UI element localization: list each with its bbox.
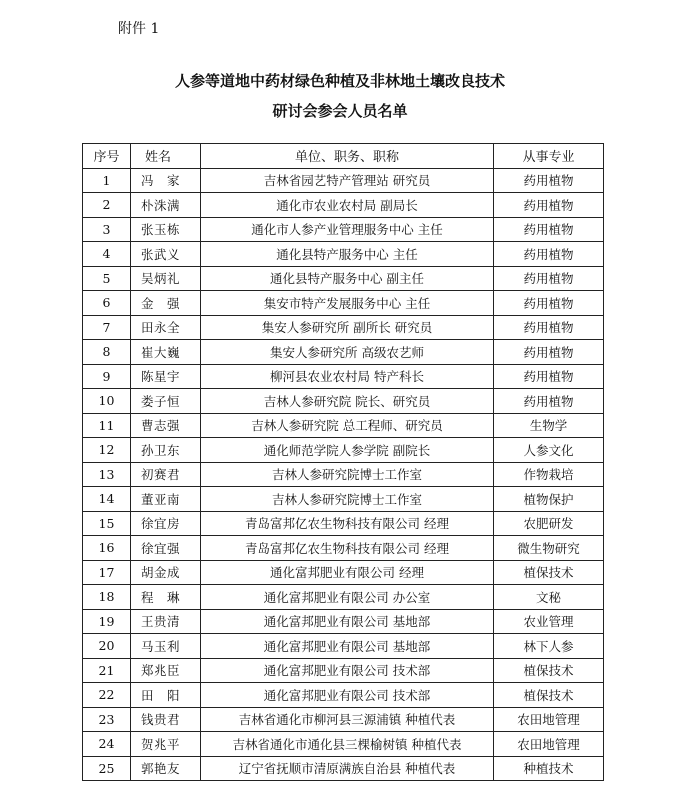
attendee-specialty: 药用植物 bbox=[494, 266, 604, 291]
attendee-specialty: 植保技术 bbox=[494, 683, 604, 708]
attendee-affiliation: 通化县特产服务中心 主任 bbox=[201, 242, 494, 267]
attendee-specialty: 微生物研究 bbox=[494, 536, 604, 561]
attendee-specialty: 药用植物 bbox=[494, 340, 604, 365]
table-row bbox=[83, 291, 604, 316]
attendee-specialty: 种植技术 bbox=[494, 756, 604, 781]
attachment-label: 附件 1 bbox=[118, 21, 160, 37]
attendee-specialty: 药用植物 bbox=[494, 217, 604, 242]
attendee-specialty: 植保技术 bbox=[494, 658, 604, 683]
attendee-specialty: 药用植物 bbox=[494, 315, 604, 340]
row-index: 6 bbox=[83, 291, 131, 316]
attendee-name: 初赛君 bbox=[131, 462, 201, 487]
attendee-affiliation: 吉林省通化市柳河县三源浦镇 种植代表 bbox=[201, 707, 494, 732]
table-row bbox=[83, 389, 604, 414]
attendee-specialty: 林下人参 bbox=[494, 634, 604, 659]
attendee-specialty: 人参文化 bbox=[494, 438, 604, 463]
attendee-affiliation: 吉林省通化市通化县三棵榆树镇 种植代表 bbox=[201, 732, 494, 757]
attendee-affiliation: 通化富邦肥业有限公司 办公室 bbox=[201, 585, 494, 610]
table-row bbox=[83, 462, 604, 487]
table-row bbox=[83, 242, 604, 267]
attendee-name: 田 阳 bbox=[131, 683, 201, 708]
row-index: 9 bbox=[83, 364, 131, 389]
attendee-specialty: 作物栽培 bbox=[494, 462, 604, 487]
attendee-name: 郑兆臣 bbox=[131, 658, 201, 683]
table-row bbox=[83, 217, 604, 242]
attendee-affiliation: 通化富邦肥业有限公司 基地部 bbox=[201, 609, 494, 634]
attendee-specialty: 药用植物 bbox=[494, 364, 604, 389]
table-row bbox=[83, 732, 604, 757]
table-header-row bbox=[83, 144, 604, 169]
attendee-name: 贺兆平 bbox=[131, 732, 201, 757]
attendee-affiliation: 集安人参研究所 副所长 研究员 bbox=[201, 315, 494, 340]
attendee-affiliation: 吉林人参研究院 总工程师、研究员 bbox=[201, 413, 494, 438]
document-title: 人参等道地中药材绿色种植及非林地土壤改良技术 bbox=[174, 72, 505, 90]
header-name: 姓名 bbox=[131, 144, 201, 169]
row-index: 1 bbox=[83, 168, 131, 193]
attendee-affiliation: 集安市特产发展服务中心 主任 bbox=[201, 291, 494, 316]
attendee-specialty: 农田地管理 bbox=[494, 732, 604, 757]
table-row bbox=[83, 413, 604, 438]
attendee-affiliation: 吉林人参研究院博士工作室 bbox=[201, 487, 494, 512]
header-specialty: 从事专业 bbox=[494, 144, 604, 169]
attendee-affiliation: 通化市人参产业管理服务中心 主任 bbox=[201, 217, 494, 242]
attendee-affiliation: 青岛富邦亿农生物科技有限公司 经理 bbox=[201, 511, 494, 536]
table-row bbox=[83, 168, 604, 193]
attendee-affiliation: 吉林人参研究院 院长、研究员 bbox=[201, 389, 494, 414]
attendee-name: 马玉利 bbox=[131, 634, 201, 659]
attendee-affiliation: 通化市农业农村局 副局长 bbox=[201, 193, 494, 218]
attendee-name: 张玉栋 bbox=[131, 217, 201, 242]
attendee-specialty: 药用植物 bbox=[494, 389, 604, 414]
row-index: 8 bbox=[83, 340, 131, 365]
attendee-affiliation: 通化富邦肥业有限公司 技术部 bbox=[201, 683, 494, 708]
attendee-specialty: 农田地管理 bbox=[494, 707, 604, 732]
header-index: 序号 bbox=[83, 144, 131, 169]
row-index: 7 bbox=[83, 315, 131, 340]
row-index: 15 bbox=[83, 511, 131, 536]
table-row bbox=[83, 266, 604, 291]
table-row bbox=[83, 487, 604, 512]
row-index: 16 bbox=[83, 536, 131, 561]
attendee-name: 董亚南 bbox=[131, 487, 201, 512]
row-index: 3 bbox=[83, 217, 131, 242]
row-index: 25 bbox=[83, 756, 131, 781]
attendee-specialty: 生物学 bbox=[494, 413, 604, 438]
attendee-name: 钱贵君 bbox=[131, 707, 201, 732]
row-index: 12 bbox=[83, 438, 131, 463]
table-row bbox=[83, 193, 604, 218]
table-row bbox=[83, 609, 604, 634]
attendee-affiliation: 通化县特产服务中心 副主任 bbox=[201, 266, 494, 291]
table-row bbox=[83, 756, 604, 781]
attendee-specialty: 农肥研发 bbox=[494, 511, 604, 536]
attendee-specialty: 药用植物 bbox=[494, 242, 604, 267]
attendee-affiliation: 通化富邦肥业有限公司 技术部 bbox=[201, 658, 494, 683]
document-subtitle: 研讨会参会人员名单 bbox=[272, 102, 408, 120]
attendee-name: 张武义 bbox=[131, 242, 201, 267]
table-row bbox=[83, 683, 604, 708]
attendee-name: 陈星宇 bbox=[131, 364, 201, 389]
attendee-affiliation: 辽宁省抚顺市清原满族自治县 种植代表 bbox=[201, 756, 494, 781]
table-row bbox=[83, 364, 604, 389]
table-row bbox=[83, 340, 604, 365]
attendee-name: 朴洙满 bbox=[131, 193, 201, 218]
row-index: 20 bbox=[83, 634, 131, 659]
row-index: 4 bbox=[83, 242, 131, 267]
attendee-affiliation: 集安人参研究所 高级农艺师 bbox=[201, 340, 494, 365]
table-row bbox=[83, 707, 604, 732]
attendee-specialty: 文秘 bbox=[494, 585, 604, 610]
attendee-affiliation: 通化富邦肥业有限公司 经理 bbox=[201, 560, 494, 585]
attendee-affiliation: 通化师范学院人参学院 副院长 bbox=[201, 438, 494, 463]
row-index: 14 bbox=[83, 487, 131, 512]
attendee-affiliation: 青岛富邦亿农生物科技有限公司 经理 bbox=[201, 536, 494, 561]
attendee-name: 冯 家 bbox=[131, 168, 201, 193]
attendee-specialty: 植物保护 bbox=[494, 487, 604, 512]
attendee-name: 胡金成 bbox=[131, 560, 201, 585]
row-index: 5 bbox=[83, 266, 131, 291]
attendee-name: 徐宜房 bbox=[131, 511, 201, 536]
attendee-name: 田永全 bbox=[131, 315, 201, 340]
attendee-name: 徐宜强 bbox=[131, 536, 201, 561]
attendee-specialty: 植保技术 bbox=[494, 560, 604, 585]
attendee-name: 王贵清 bbox=[131, 609, 201, 634]
row-index: 13 bbox=[83, 462, 131, 487]
row-index: 11 bbox=[83, 413, 131, 438]
attendee-affiliation: 吉林人参研究院博士工作室 bbox=[201, 462, 494, 487]
attendee-name: 孙卫东 bbox=[131, 438, 201, 463]
attendee-affiliation: 柳河县农业农村局 特产科长 bbox=[201, 364, 494, 389]
attendee-name: 吴炳礼 bbox=[131, 266, 201, 291]
table-row bbox=[83, 634, 604, 659]
row-index: 10 bbox=[83, 389, 131, 414]
row-index: 18 bbox=[83, 585, 131, 610]
attendee-specialty: 药用植物 bbox=[494, 291, 604, 316]
table-row bbox=[83, 585, 604, 610]
header-affiliation: 单位、职务、职称 bbox=[201, 144, 494, 169]
table-row bbox=[83, 560, 604, 585]
attendee-affiliation: 通化富邦肥业有限公司 基地部 bbox=[201, 634, 494, 659]
table-row bbox=[83, 536, 604, 561]
row-index: 22 bbox=[83, 683, 131, 708]
attendee-affiliation: 吉林省园艺特产管理站 研究员 bbox=[201, 168, 494, 193]
table-row bbox=[83, 658, 604, 683]
table-row bbox=[83, 511, 604, 536]
attendee-specialty: 药用植物 bbox=[494, 168, 604, 193]
attendee-name: 曹志强 bbox=[131, 413, 201, 438]
row-index: 17 bbox=[83, 560, 131, 585]
row-index: 2 bbox=[83, 193, 131, 218]
attendee-specialty: 农业管理 bbox=[494, 609, 604, 634]
row-index: 24 bbox=[83, 732, 131, 757]
attendee-name: 金 强 bbox=[131, 291, 201, 316]
table-row bbox=[83, 315, 604, 340]
table-row bbox=[83, 438, 604, 463]
attendee-name: 程 琳 bbox=[131, 585, 201, 610]
attendee-name: 郭艳友 bbox=[131, 756, 201, 781]
attendee-name: 崔大巍 bbox=[131, 340, 201, 365]
row-index: 19 bbox=[83, 609, 131, 634]
attendee-table bbox=[82, 143, 604, 781]
attendee-specialty: 药用植物 bbox=[494, 193, 604, 218]
attendee-name: 娄子恒 bbox=[131, 389, 201, 414]
row-index: 23 bbox=[83, 707, 131, 732]
row-index: 21 bbox=[83, 658, 131, 683]
